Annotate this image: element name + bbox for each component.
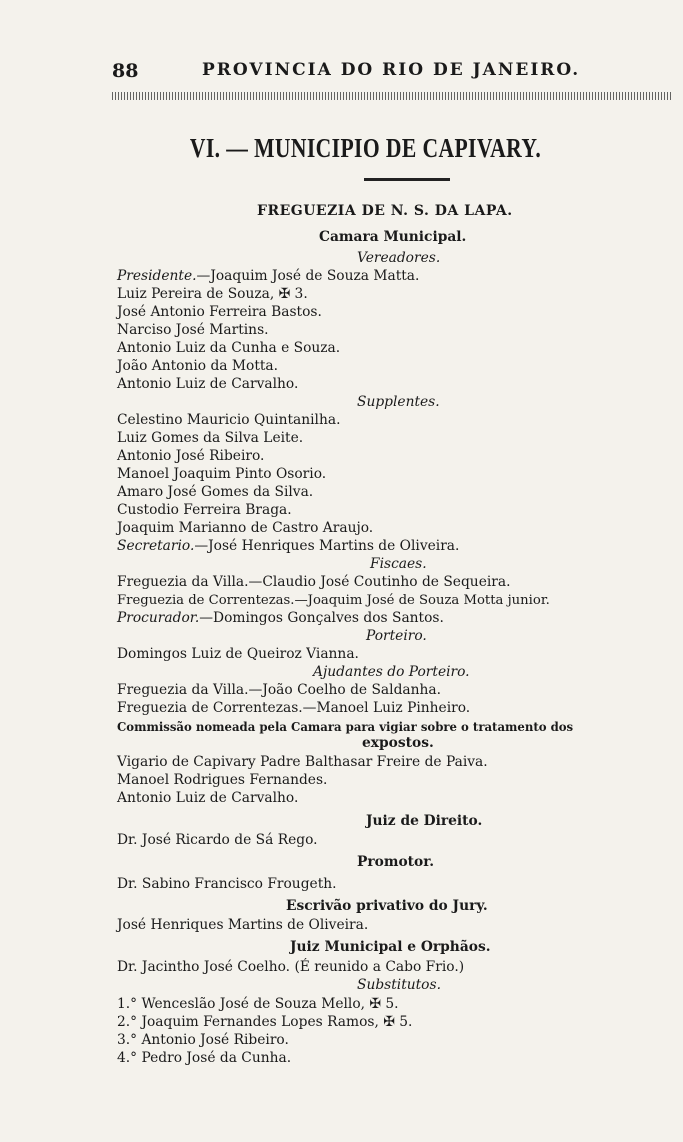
supplentes-heading: Supplentes. [357,394,440,410]
promotor-name: Dr. Sabino Francisco Frougeth. [117,876,337,892]
running-head: PROVINCIA DO RIO DE JANEIRO. [202,60,581,80]
presidente-line [117,268,419,285]
procurador-name: —Domingos Gonçalves dos Santos. [199,610,444,626]
supplente-line: Luiz Gomes da Silva Leite. [117,430,304,446]
secretario-line [117,538,459,555]
procurador-label: Procurador. [117,610,200,626]
ornamental-rule [112,92,672,100]
secretario-label: Secretario. [117,538,195,554]
commissao-heading-cont: expostos. [362,735,434,751]
freguezia-heading: FREGUEZIA DE N. S. DA LAPA. [257,203,513,219]
fiscaes-heading: Fiscaes. [370,556,427,572]
substitutos-heading: Substitutos. [357,977,441,993]
supplente-line: Amaro José Gomes da Silva. [117,484,314,500]
juiz-municipal-name: Dr. Jacintho José Coelho. (É reunido a Cabo Frio.) [117,959,465,975]
porteiro-heading: Porteiro. [366,628,427,644]
escrivao-name: José Henriques Martins de Oliveira. [117,917,369,933]
supplente-line: Manoel Joaquim Pinto Osorio. [117,466,327,482]
secretario-name: —José Henriques Martins de Oliveira. [194,538,460,554]
presidente-name: —Joaquim José de Souza Matta. [196,268,420,284]
vereadores-heading: Vereadores. [357,250,441,266]
supplente-line: Celestino Mauricio Quintanilha. [117,412,341,428]
fiscal-line: Freguezia da Villa.—Claudio José Coutinho de Sequeira. [117,574,511,590]
procurador-line [117,610,444,627]
ajudante-line: Freguezia da Villa.—João Coelho de Saldanha. [117,682,442,698]
fiscal-line: Freguezia de Correntezas.—Joaquim José de Souza Motta junior. [117,593,550,608]
title-underline [364,178,450,181]
porteiro-line: Domingos Luiz de Queiroz Vianna. [117,646,359,662]
commissao-member: Manoel Rodrigues Fernandes. [117,772,328,788]
vereador-line: Antonio Luiz de Carvalho. [117,376,299,392]
ajudante-line: Freguezia de Correntezas.—Manoel Luiz Pinheiro. [117,700,471,716]
presidente-label: Presidente. [117,268,197,284]
vereador-line: Luiz Pereira de Souza, ✠ 3. [117,286,308,302]
ajudantes-heading: Ajudantes do Porteiro. [313,664,470,680]
page-header [112,60,677,82]
promotor-heading: Promotor. [357,854,435,870]
substituto-line: 1.° Wenceslão José de Souza Mello, ✠ 5. [117,996,399,1012]
vereador-line: João Antonio da Motta. [117,358,279,374]
commissao-member: Antonio Luiz de Carvalho. [117,790,299,806]
section-title: VI. — MUNICIPIO DE CAPIVARY. [189,133,542,163]
commissao-member: Vigario de Capivary Padre Balthasar Freire de Paiva. [117,754,488,770]
juiz-direito-name: Dr. José Ricardo de Sá Rego. [117,832,318,848]
vereador-line: José Antonio Ferreira Bastos. [117,304,322,320]
supplente-line: Antonio José Ribeiro. [117,448,265,464]
supplente-line: Joaquim Marianno de Castro Araujo. [117,520,374,536]
substituto-line: 2.° Joaquim Fernandes Lopes Ramos, ✠ 5. [117,1014,413,1030]
vereador-line: Antonio Luiz da Cunha e Souza. [117,340,341,356]
juiz-direito-heading: Juiz de Direito. [366,813,483,829]
vereador-line: Narciso José Martins. [117,322,269,338]
supplente-line: Custodio Ferreira Braga. [117,502,292,518]
camara-heading: Camara Municipal. [319,229,467,245]
substituto-line: 3.° Antonio José Ribeiro. [117,1032,289,1048]
page-number: 88 [112,60,139,82]
juiz-municipal-heading: Juiz Municipal e Orphãos. [290,939,491,955]
commissao-heading: Commissão nomeada pela Camara para vigiar sobre o tratamento dos [117,720,574,734]
substituto-line: 4.° Pedro José da Cunha. [117,1050,292,1066]
escrivao-heading: Escrivão privativo do Jury. [286,898,488,914]
